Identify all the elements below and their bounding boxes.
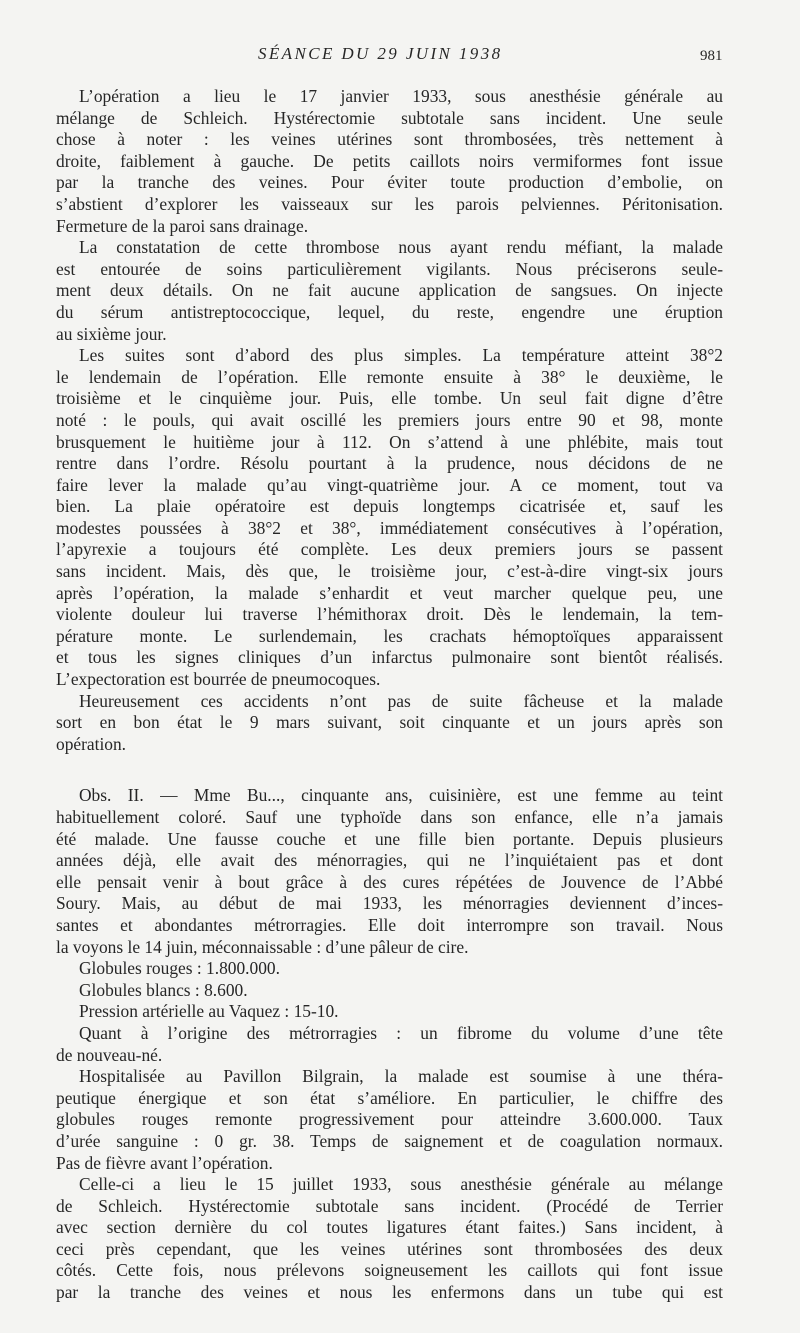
text-line: sans incident. Mais, dès que, le troisième jour, c’est-à-dire vingt-six jours — [56, 561, 723, 582]
text-line: ceci près cependant, que les veines utérines sont thrombosées des deux — [56, 1238, 723, 1259]
header-title: SÉANCE DU 29 JUIN 1938 — [258, 44, 503, 63]
text-line: s’abstient d’explorer les vaisseaux sur les parois pelviennes. Péritonisation. — [56, 193, 723, 214]
text-line: rentre dans l’ordre. Résolu pourtant à la prudence, nous décidons de ne — [56, 453, 723, 474]
body-text — [56, 86, 723, 1304]
text-line: et tous les signes cliniques d’un infarctus pulmonaire sont bientôt réalisés. — [56, 647, 723, 668]
text-line: avec section dernière du col toutes ligatures étant faites.) Sans incident, à — [56, 1217, 723, 1238]
text-line: La constatation de cette thrombose nous ayant rendu méfiant, la malade — [79, 237, 723, 258]
text-line: noté : le pouls, qui avait oscillé les premiers jours entre 90 et 98, monte — [56, 409, 723, 430]
text-line: par la tranche des veines. Pour éviter toute production d’embolie, on — [56, 172, 723, 193]
text-line: globules rouges remonte progressivement pour atteindre 3.600.000. Taux — [56, 1109, 723, 1130]
text-line: ment deux détails. On ne fait aucune application de sangsues. On injecte — [56, 280, 723, 301]
text-line: été malade. Une fausse couche et une fille bien portante. Depuis plusieurs — [56, 828, 723, 849]
text-line: Hospitalisée au Pavillon Bilgrain, la malade est soumise à une théra- — [79, 1066, 723, 1087]
text-line: Quant à l’origine des métrorragies : un fibrome du volume d’une tête — [79, 1022, 723, 1043]
text-line: Fermeture de la paroi sans drainage. — [56, 215, 309, 236]
text-line: chose à noter : les veines utérines sont thrombosées, très nettement à — [56, 129, 723, 150]
text-line: mélange de Schleich. Hystérectomie subtotale sans incident. Une seule — [56, 107, 723, 128]
text-line: de Schleich. Hystérectomie subtotale sans incident. (Procédé de Terrier — [56, 1195, 723, 1216]
text-line: elle pensait venir à bout grâce à des cures répétées de Jouvence de l’Abbé — [56, 871, 723, 892]
section-spacer — [56, 755, 723, 785]
text-line: droite, faiblement à gauche. De petits caillots noirs vermiformes font issue — [56, 150, 723, 171]
text-line: Pression artérielle au Vaquez : 15-10. — [79, 1001, 339, 1022]
text-line: Heureusement ces accidents n’ont pas de suite fâcheuse et la malade — [79, 690, 723, 711]
text-line: opération. — [56, 733, 127, 754]
text-line: L’opération a lieu le 17 janvier 1933, sous anesthésie générale au — [79, 86, 723, 106]
text-line: faire lever la malade qu’au vingt-quatrième jour. A ce moment, tout va — [56, 474, 723, 495]
page-number: 981 — [700, 48, 723, 64]
text-line: la voyons le 14 juin, méconnaissable : d’une pâleur de cire. — [56, 936, 469, 957]
running-header — [0, 44, 800, 70]
text-line: Obs. II. — Mme Bu..., cinquante ans, cuisinière, est une femme au teint — [79, 785, 723, 806]
text-line: par la tranche des veines et nous les enfermons dans un tube qui est — [56, 1282, 723, 1303]
text-line: après l’opération, la malade s’enhardit et veut marcher quelque peu, une — [56, 582, 723, 603]
text-line: L’expectoration est bourrée de pneumocoques. — [56, 669, 381, 690]
text-line: troisième et le cinquième jour. Puis, elle tombe. Un seul fait digne d’être — [56, 388, 723, 409]
text-line: habituellement coloré. Sauf une typhoïde dans son enfance, elle n’a jamais — [56, 807, 723, 827]
text-line: Globules blancs : 8.600. — [79, 979, 248, 1000]
text-line: Les suites sont d’abord des plus simples. La température atteint 38°2 — [79, 345, 723, 366]
text-line: est entourée de soins particulièrement vigilants. Nous préciserons seule- — [56, 258, 723, 279]
text-line: années déjà, elle avait des ménorragies, qui ne l’inquiétaient pas et dont — [56, 850, 723, 871]
text-line: au sixième jour. — [56, 323, 167, 344]
text-line: de nouveau-né. — [56, 1044, 163, 1065]
text-line: brusquement le huitième jour à 112. On s’attend à une phlébite, mais tout — [56, 431, 723, 452]
text-line: modestes poussées à 38°2 et 38°, immédiatement consécutives à l’opération, — [56, 517, 723, 538]
text-line: Globules rouges : 1.800.000. — [79, 958, 280, 979]
text-line: l’apyrexie a toujours été complète. Les deux premiers jours se passent — [56, 539, 723, 560]
text-line: d’urée sanguine : 0 gr. 38. Temps de saignement et de coagulation normaux. — [56, 1130, 723, 1151]
text-line: Pas de fièvre avant l’opération. — [56, 1152, 273, 1173]
text-line: bien. La plaie opératoire est depuis longtemps cicatrisée et, sauf les — [56, 496, 723, 517]
text-line: sort en bon état le 9 mars suivant, soit cinquante et un jours après son — [56, 712, 723, 733]
text-line: peutique énergique et son état s’améliore. En particulier, le chiffre des — [56, 1087, 723, 1108]
text-line: du sérum antistreptococcique, lequel, du reste, engendre une éruption — [56, 301, 723, 322]
text-line: santes et abondantes métrorragies. Elle doit interrompre son travail. Nous — [56, 914, 723, 935]
text-line: Celle-ci a lieu le 15 juillet 1933, sous anesthésie générale au mélange — [79, 1174, 723, 1195]
text-line: violente douleur lui traverse l’hémithorax droit. Dès le lendemain, la tem- — [56, 604, 723, 625]
text-line: Soury. Mais, au début de mai 1933, les ménorragies deviennent d’inces- — [56, 893, 723, 914]
text-line: côtés. Cette fois, nous prélevons soigneusement les caillots qui font issue — [56, 1260, 723, 1281]
text-line: le lendemain de l’opération. Elle remonte ensuite à 38° le deuxième, le — [56, 366, 723, 387]
text-line: pérature monte. Le surlendemain, les crachats hémoptoïques apparaissent — [56, 625, 723, 646]
